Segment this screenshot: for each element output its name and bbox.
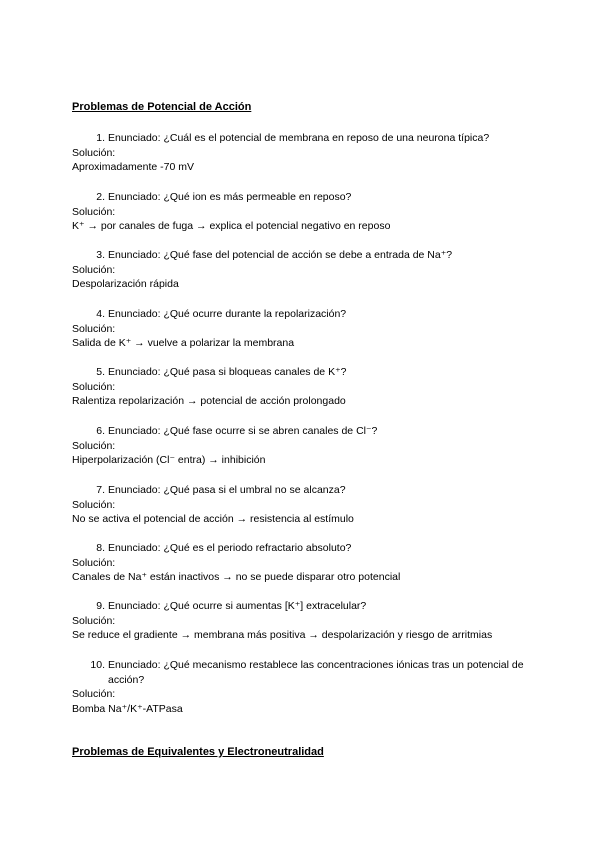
question: [72, 424, 532, 439]
question: [72, 365, 532, 380]
solution-label: Solución:: [72, 688, 116, 701]
solution-text: Ralentiza repolarización → potencial de acción prolongado: [72, 395, 346, 408]
solution-text: K⁺ → por canales de fuga → explica el potencial negativo en reposo: [72, 220, 391, 233]
question-text: Enunciado: ¿Qué ion es más permeable en reposo?: [108, 191, 352, 203]
solution-text: Hiperpolarización (Cl⁻ entra) → inhibición: [72, 454, 266, 467]
question-number: 7.: [96, 484, 105, 496]
question-text: Enunciado: ¿Cuál es el potencial de membrana en reposo de una neurona típica?: [108, 132, 490, 144]
question-number: 4.: [96, 308, 105, 320]
solution-label: Solución:: [72, 439, 116, 452]
problem-item-4: [72, 307, 532, 351]
question-text: Enunciado: ¿Qué es el periodo refractario absoluto?: [108, 542, 352, 554]
question-text: Enunciado: ¿Qué mecanismo restablece las concentraciones iónicas tras un potencial de acción?: [108, 659, 524, 686]
solution-label: Solución:: [72, 498, 116, 511]
solution-label: Solución:: [72, 322, 116, 335]
problem-item-10: [72, 658, 532, 716]
problem-item-5: [72, 365, 532, 409]
question-text: Enunciado: ¿Qué pasa si el umbral no se alcanza?: [108, 484, 346, 496]
solution-text: Despolarización rápida: [72, 278, 179, 291]
question-number: 6.: [96, 425, 105, 437]
problem-item-9: [72, 599, 532, 643]
solution-label: Solución:: [72, 263, 116, 276]
question: [72, 248, 532, 263]
solution-label: Solución:: [72, 205, 116, 218]
solution-text: Aproximadamente -70 mV: [72, 161, 194, 174]
question-text: Enunciado: ¿Qué pasa si bloqueas canales de K⁺?: [108, 366, 347, 378]
solution-text: Bomba Na⁺/K⁺-ATPasa: [72, 702, 183, 715]
question: [72, 658, 532, 687]
solution-label: Solución:: [72, 556, 116, 569]
problem-item-6: [72, 424, 532, 468]
solution-text: Se reduce el gradiente → membrana más positiva → despolarización y riesgo de arritmias: [72, 629, 493, 642]
question: [72, 541, 532, 556]
question: [72, 483, 532, 498]
solution-label: Solución:: [72, 380, 116, 393]
problem-item-8: [72, 541, 532, 585]
question: [72, 307, 532, 322]
problem-item-1: [72, 131, 532, 175]
solution-label: Solución:: [72, 146, 116, 159]
question-number: 5.: [96, 366, 105, 378]
problem-item-2: [72, 190, 532, 234]
problem-item-3: [72, 248, 532, 292]
question-number: 1.: [96, 132, 105, 144]
question-number: 9.: [96, 600, 105, 612]
question-number: 8.: [96, 542, 105, 554]
question-text: Enunciado: ¿Qué ocurre durante la repolarización?: [108, 308, 347, 320]
solution-text: No se activa el potencial de acción → resistencia al estímulo: [72, 513, 354, 526]
question-number: 2.: [96, 191, 105, 203]
question: [72, 190, 532, 205]
question: [72, 131, 532, 146]
question-text: Enunciado: ¿Qué fase ocurre si se abren canales de Cl⁻?: [108, 425, 378, 437]
solution-text: Salida de K⁺ → vuelve a polarizar la membrana: [72, 337, 295, 350]
question: [72, 599, 532, 614]
problem-item-7: [72, 483, 532, 527]
solution-label: Solución:: [72, 614, 116, 627]
section-heading-equivalentes: Problemas de Equivalentes y Electroneutralidad: [72, 746, 324, 758]
question-text: Enunciado: ¿Qué fase del potencial de acción se debe a entrada de Na⁺?: [108, 249, 453, 261]
solution-text: Canales de Na⁺ están inactivos → no se puede disparar otro potencial: [72, 571, 401, 584]
question-text: Enunciado: ¿Qué ocurre si aumentas [K⁺] extracelular?: [108, 600, 367, 612]
section-heading-potencial-accion: Problemas de Potencial de Acción: [72, 101, 252, 113]
question-number: 3.: [96, 249, 105, 261]
question-number: 10.: [90, 659, 105, 671]
